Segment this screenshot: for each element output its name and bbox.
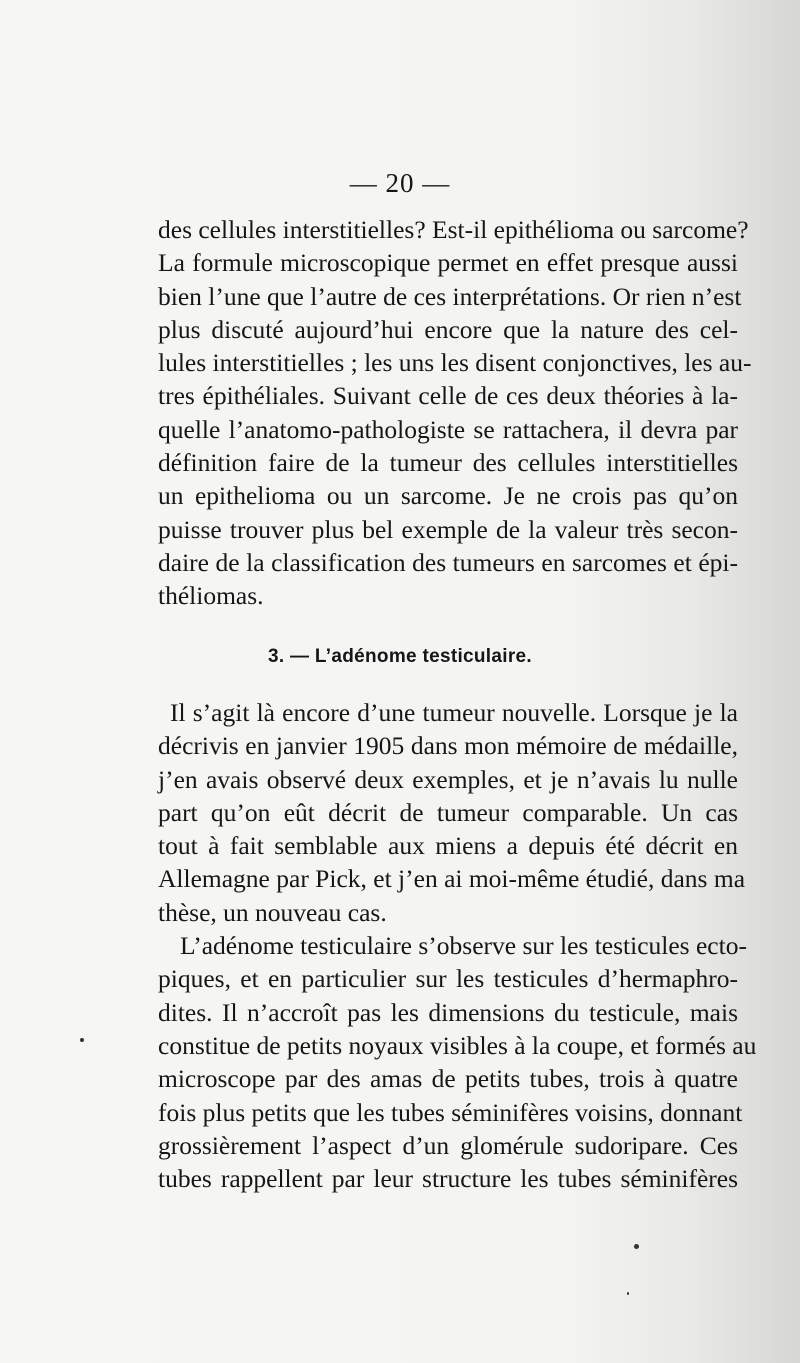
text-line: définition faire de la tumeur des cellules interstitielles (158, 448, 738, 478)
text-line: j’en avais observé deux exemples, et je n’avais lu nulle (158, 764, 738, 794)
text-line: plus discuté aujourd’hui encore que la nature des cel- (158, 314, 738, 344)
ink-speck (634, 1244, 639, 1249)
ink-speck (80, 1038, 84, 1042)
text-line: part qu’on eût décrit de tumeur comparable. Un cas (158, 797, 738, 827)
text-line: thèse, un nouveau cas. (158, 897, 387, 927)
text-line: lules interstitielles ; les uns les disent conjonctives, les au- (158, 348, 752, 378)
text-line: théliomas. (158, 581, 264, 611)
text-line: La formule microscopique permet en effet presque aussi (158, 248, 738, 278)
text-line: grossièrement l’aspect d’un glomérule sudoripare. Ces (158, 1130, 738, 1160)
ink-speck (627, 1292, 629, 1295)
paragraph-2 (158, 696, 757, 1195)
text-line: Allemagne par Pick, et j’en ai moi-même étudié, dans ma (158, 864, 746, 894)
text-line: tubes rappellent par leur structure les tubes séminifères (158, 1164, 738, 1194)
text-line: quelle l’anatomo-pathologiste se rattachera, il devra par (158, 414, 738, 444)
section-heading: 3. — L’adénome testiculaire. (268, 646, 532, 667)
text-line: décrivis en janvier 1905 dans mon mémoire de médaille, (158, 731, 738, 761)
text-line: daire de la classification des tumeurs en sarcomes et épi- (158, 547, 738, 577)
text-line: un epithelioma ou un sarcome. Je ne crois pas qu’on (158, 481, 738, 511)
text-line: microscope par des amas de petits tubes, trois à quatre (158, 1064, 738, 1094)
text-line: bien l’une que l’autre de ces interprétations. Or rien n’est (158, 281, 742, 311)
text-line: fois plus petits que les tubes séminifères voisins, donnant (158, 1097, 743, 1127)
text-line: puisse trouver plus bel exemple de la valeur très secon- (158, 514, 738, 544)
text-line: Il s’agit là encore d’une tumeur nouvelle. Lorsque je la (170, 698, 738, 727)
paragraph-1 (158, 213, 752, 613)
text-line: dites. Il n’accroît pas les dimensions du testicule, mais (158, 997, 738, 1027)
text-line: tout à fait semblable aux miens a depuis été décrit en (158, 831, 738, 861)
page-number: — 20 — (349, 168, 451, 198)
text-line: constitue de petits noyaux visibles à la coupe, et formés au (158, 1030, 757, 1060)
text-line: des cellules interstitielles? Est-il epithélioma ou sarcome? (158, 215, 749, 244)
text-line: L’adénome testiculaire s’observe sur les testicules ecto- (180, 931, 747, 961)
text-line: tres épithéliales. Suivant celle de ces deux théories à la- (158, 381, 738, 411)
text-line: piques, et en particulier sur les testicules d’hermaphro- (158, 964, 738, 994)
